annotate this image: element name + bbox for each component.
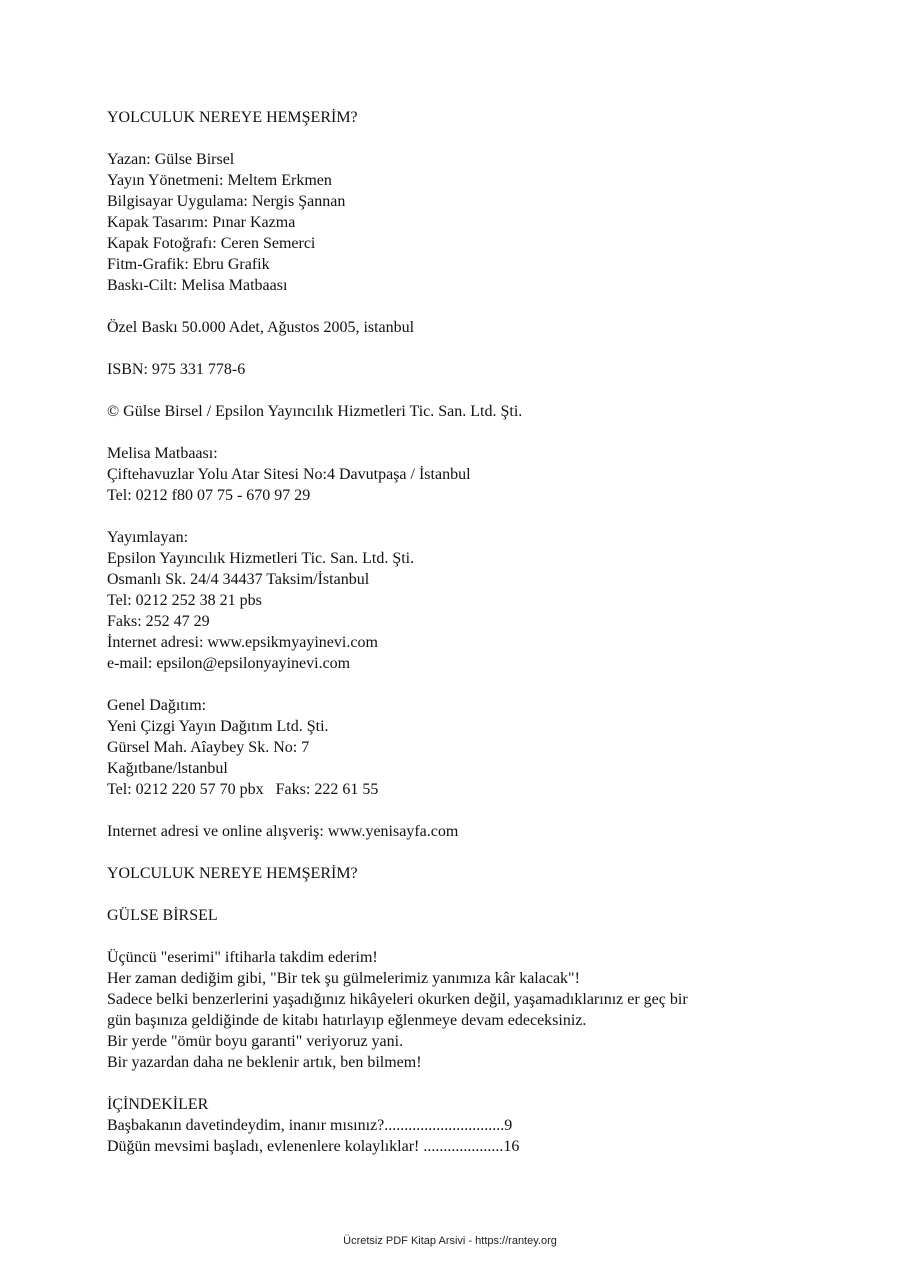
printer-block: [107, 443, 867, 506]
dedication-line: Her zaman dediğim gibi, "Bir tek şu gülmelerimiz yanımıza kâr kalacak"!: [107, 970, 580, 987]
toc-entry: Düğün mevsimi başladı, evlenenlere kolaylıklar! ....................16: [107, 1138, 520, 1155]
dedication-line: Sadece belki benzerlerini yaşadığınız hikâyeleri okurken değil, yaşamadıklarınız er geç bir: [107, 991, 688, 1008]
edition-info: Özel Baskı 50.000 Adet, Ağustos 2005, istanbul: [107, 319, 415, 336]
document-page: [107, 107, 867, 1157]
printer-phone: Tel: 0212 f80 07 75 - 670 97 29: [107, 487, 311, 504]
credit-computer: Bilgisayar Uygulama: Nergis Şannan: [107, 193, 346, 210]
dedication-line: Üçüncü "eserimi" iftiharla takdim ederim!: [107, 949, 378, 966]
footer-credit: Ücretsiz PDF Kitap Arsivi - https://rantey.org: [343, 1235, 557, 1247]
distribution-name: Yeni Çizgi Yayın Dağıtım Ltd. Şti.: [107, 718, 329, 735]
toc-entry: Başbakanın davetindeydim, inanır mısınız?..............................9: [107, 1117, 513, 1134]
isbn: ISBN: 975 331 778-6: [107, 361, 246, 378]
distribution-address: Gürsel Mah. Aîaybey Sk. No: 7: [107, 739, 310, 756]
credit-author: Yazan: Gülse Birsel: [107, 151, 235, 168]
publisher-phone: Tel: 0212 252 38 21 pbs: [107, 592, 262, 609]
book-title-repeat: YOLCULUK NEREYE HEMŞERİM?: [107, 865, 358, 882]
toc-heading: İÇİNDEKİLER: [107, 1096, 209, 1113]
credit-cover-design: Kapak Tasarım: Pınar Kazma: [107, 214, 296, 231]
dedication-line: gün başınıza geldiğinde de kitabı hatırlayıp eğlenmeye devam edeceksiniz.: [107, 1012, 587, 1029]
book-title: YOLCULUK NEREYE HEMŞERİM?: [107, 109, 358, 126]
online-shop-info: Internet adresi ve online alışveriş: www.yenisayfa.com: [107, 823, 459, 840]
publisher-address: Osmanlı Sk. 24/4 34437 Taksim/İstanbul: [107, 571, 370, 588]
publisher-fax: Faks: 252 47 29: [107, 613, 210, 630]
publisher-name: Epsilon Yayıncılık Hizmetleri Tic. San. Ltd. Şti.: [107, 550, 415, 567]
credit-cover-photo: Kapak Fotoğrafı: Ceren Semerci: [107, 235, 316, 252]
dedication-line: Bir yerde "ömür boyu garanti" veriyoruz yani.: [107, 1033, 404, 1050]
dedication-line: Bir yazardan daha ne beklenir artık, ben bilmem!: [107, 1054, 422, 1071]
copyright: © Gülse Birsel / Epsilon Yayıncılık Hizmetleri Tic. San. Ltd. Şti.: [107, 403, 523, 420]
publisher-block: [107, 527, 867, 674]
credit-editor: Yayın Yönetmeni: Meltem Erkmen: [107, 172, 332, 189]
author-name: GÜLSE BİRSEL: [107, 907, 218, 924]
printer-address: Çiftehavuzlar Yolu Atar Sitesi No:4 Davutpaşa / İstanbul: [107, 466, 471, 483]
distribution-city: Kağıtbane/lstanbul: [107, 760, 228, 777]
distribution-phone: Tel: 0212 220 57 70 pbx Faks: 222 61 55: [107, 781, 379, 798]
credit-print: Baskı-Cilt: Melisa Matbaası: [107, 277, 288, 294]
credit-film-graphic: Fitm-Grafik: Ebru Grafik: [107, 256, 270, 273]
publisher-heading: Yayımlayan:: [107, 529, 189, 546]
distribution-block: [107, 695, 867, 800]
publisher-website: İnternet adresi: www.epsikmyayinevi.com: [107, 634, 378, 651]
publisher-email: e-mail: epsilon@epsilonyayinevi.com: [107, 655, 351, 672]
dedication-block: [107, 947, 867, 1073]
distribution-heading: Genel Dağıtım:: [107, 697, 207, 714]
credits-block: [107, 149, 867, 296]
table-of-contents: [107, 1094, 867, 1157]
printer-heading: Melisa Matbaası:: [107, 445, 218, 462]
